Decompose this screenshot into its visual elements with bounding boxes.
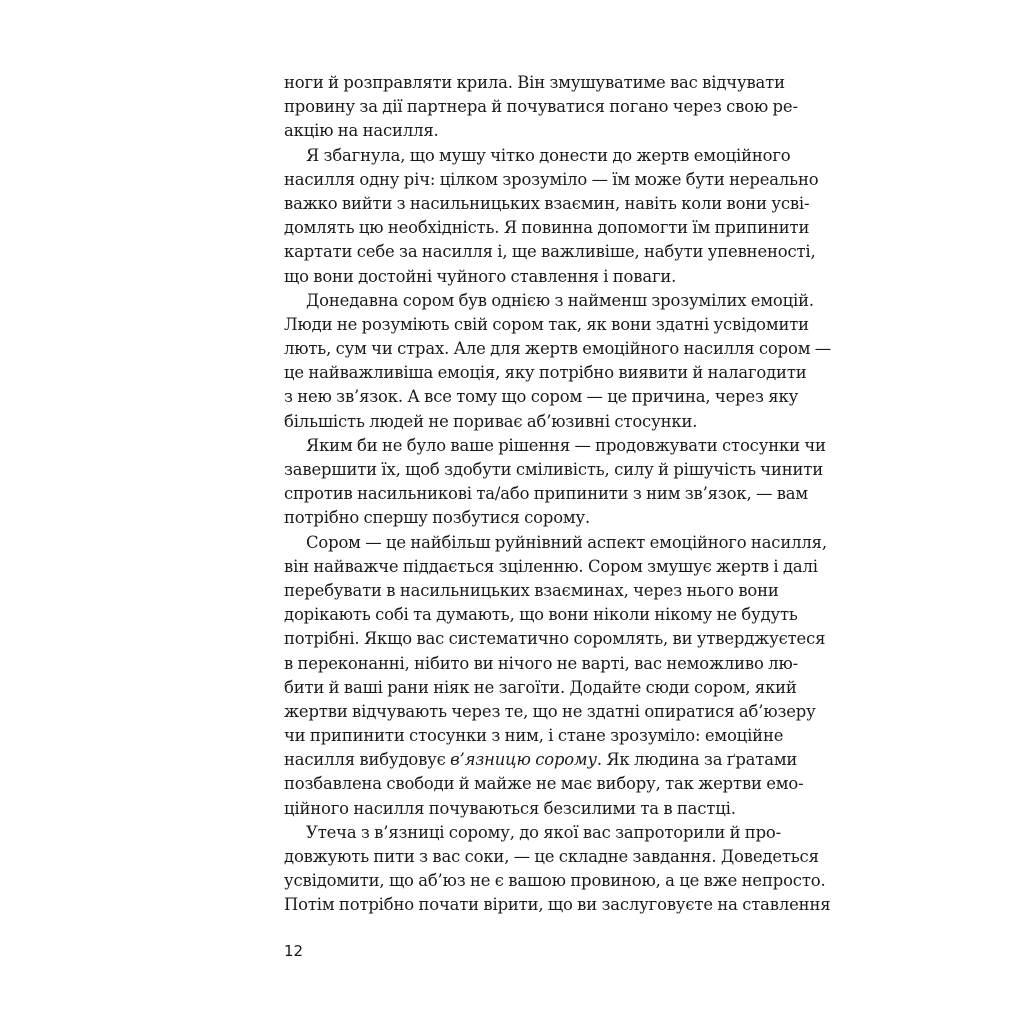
text-line: спротив насильникові та/або припинити з ним зв’язок, — вам	[284, 484, 808, 504]
text-line: провину за дії партнера й почуватися погано через свою ре-	[284, 97, 798, 117]
text-line: насилля одну річ: цілком зрозуміло — їм може бути нереально	[284, 169, 819, 189]
text-line: більшість людей не пориває аб’юзивні стосунки.	[284, 411, 698, 431]
text-line: акцію на насилля.	[284, 121, 439, 141]
text-line: Потім потрібно почати вірити, що ви заслуговуєте на ставлення	[284, 895, 831, 915]
page-number: 12	[284, 942, 304, 960]
text-line: важко вийти з насильницьких взаємин, навіть коли вони усві-	[284, 193, 810, 213]
text-run: . Як людина за ґратами	[596, 750, 798, 770]
text-line: лють, сум чи страх. Але для жертв емоційного насилля сором —	[284, 339, 832, 359]
text-line: Люди не розуміють свій сором так, як вони здатні усвідомити	[284, 314, 809, 334]
text-line: ційного насилля почуваються безсилими та в пастці.	[284, 798, 736, 818]
paragraph	[284, 144, 819, 289]
text-line: потрібно спершу позбутися сорому.	[284, 508, 591, 528]
text-line: жертви відчувають через те, що не здатні опиратися аб’юзеру	[284, 701, 816, 721]
text-line: картати себе за насилля і, ще важливіше, набути упевненості,	[284, 242, 816, 262]
paragraph	[284, 289, 832, 434]
paragraph	[284, 531, 827, 821]
text-line: усвідомити, що аб’юз не є вашою провиною, а це вже непросто.	[284, 871, 826, 891]
text-line: Донедавна сором був однією з найменш зрозумілих емоцій.	[306, 290, 814, 310]
text-line: з нею зв’язок. А все тому що сором — це причина, через яку	[284, 387, 799, 407]
text-line: в переконанні, нібито ви нічого не варті, вас неможливо лю-	[284, 653, 798, 673]
text-line: домлять цю необхідність. Я повинна допомогти їм припинити	[284, 218, 810, 238]
text-line: дорікають собі та думають, що вони ніколи нікому не будуть	[284, 605, 798, 625]
text-line: позбавлена свободи й майже не має вибору, так жертви емо-	[284, 774, 804, 794]
text-line: потрібні. Якщо вас систематично соромлять, ви утверджуєтеся	[284, 629, 826, 649]
text-line: завершити їх, щоб здобути сміливість, силу й рішучість чинити	[284, 460, 824, 479]
text-run: насилля вибудовує	[284, 750, 451, 770]
paragraph	[284, 821, 831, 918]
paragraph	[284, 434, 826, 531]
page-body	[284, 71, 832, 918]
text-line: Сором — це найбільш руйнівний аспект емоційного насилля,	[306, 532, 827, 552]
text-line: чи припинити стосунки з ним, і стане зрозуміло: емоційне	[284, 726, 784, 746]
text-line: це найважливіша емоція, яку потрібно виявити й налагодити	[284, 363, 807, 383]
text-line: Утеча з в’язниці сорому, до якої вас запроторили й про-	[306, 822, 782, 842]
text-line: ноги й розправляти крила. Він змушуватиме вас відчувати	[284, 73, 785, 92]
text-line: Я збагнула, що мушу чітко донести до жертв емоційного	[306, 145, 791, 165]
emphasis-text: в’язницю сорому	[450, 750, 597, 770]
text-line: він найважче піддається зціленню. Сором змушує жертв і далі	[284, 556, 818, 576]
text-line: бити й ваші рани ніяк не загоїти. Додайте сюди сором, який	[284, 677, 797, 697]
text-line: Яким би не було ваше рішення — продовжувати стосунки чи	[306, 435, 826, 455]
text-line: перебувати в насильницьких взаєминах, через нього вони	[284, 580, 779, 600]
text-line: що вони достойні чуйного ставлення і поваги.	[284, 266, 677, 286]
paragraph	[284, 71, 798, 144]
text-line-with-emphasis	[284, 748, 798, 772]
text-line: довжують пити з вас соки, — це складне завдання. Доведеться	[284, 847, 819, 866]
